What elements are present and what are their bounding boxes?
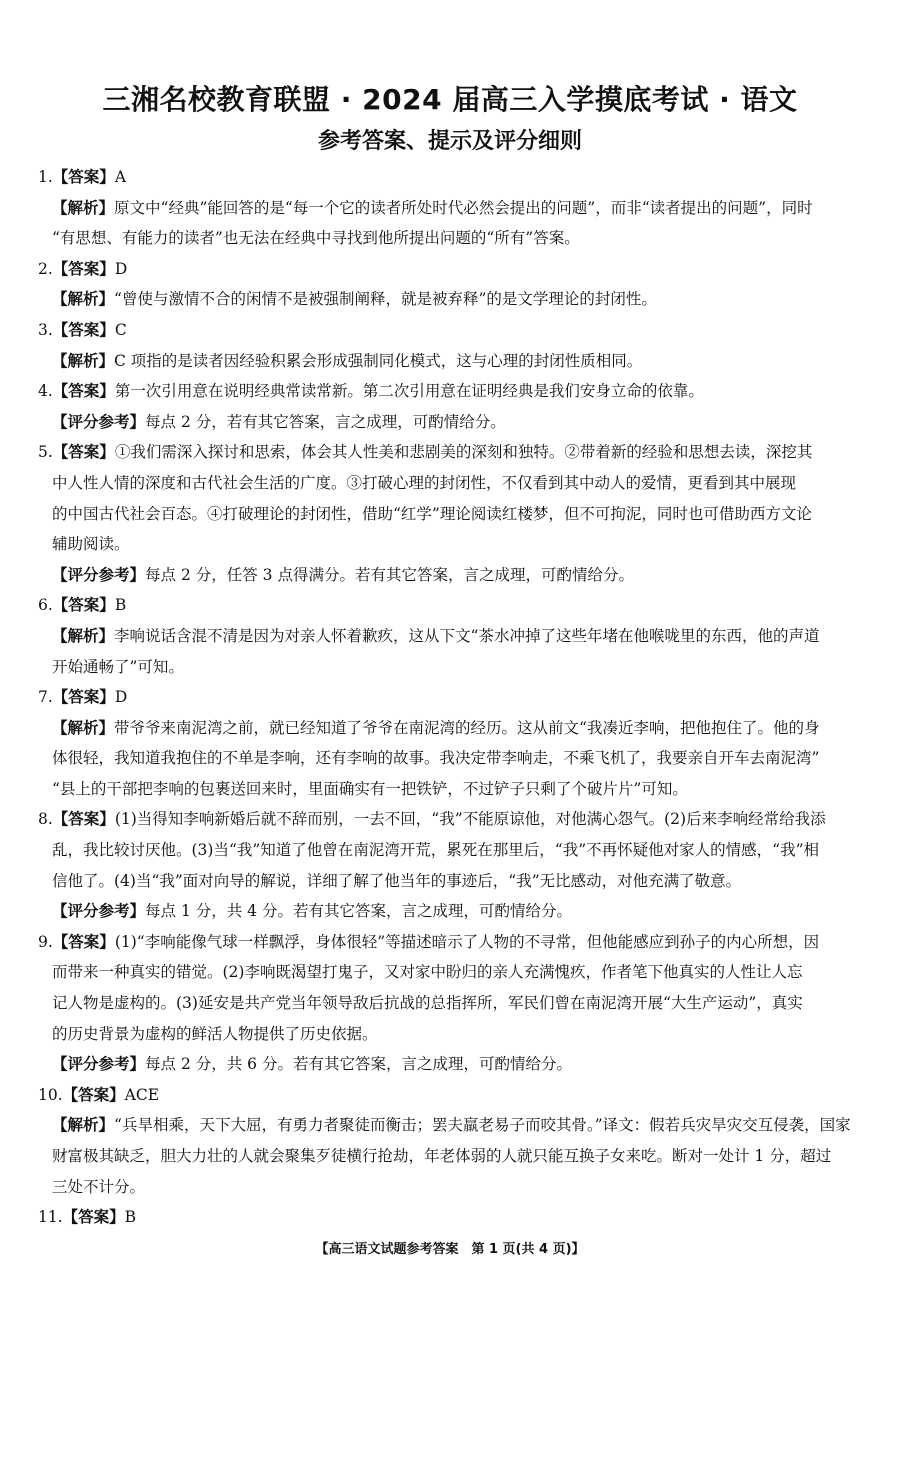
answer-tag: 【答案】 [62, 1208, 125, 1227]
answer-line-continued [38, 988, 862, 1019]
answer-text: 记人物是虚构的。(3)延安是共产党当年领导敌后抗战的总指挥所，军民们曾在南泥湾开展“大生产运动”，真实 [52, 994, 803, 1013]
answer-text: 的中国古代社会百态。④打破理论的封闭性，借助“红学”理论阅读红楼梦，但不可拘泥，同时也可借助西方文论 [52, 504, 812, 523]
analysis-text: 开始通畅了”可知。 [52, 657, 184, 676]
answer-text: C [114, 320, 127, 339]
answer-tag: 【答案】 [52, 688, 115, 707]
analysis-line [38, 193, 862, 224]
page-subtitle: 参考答案、提示及评分细则 [317, 129, 582, 154]
analysis-line-continued [38, 652, 862, 683]
question-number: 7. [38, 688, 53, 707]
scoring-tag: 【评分参考】 [52, 902, 146, 921]
analysis-line [38, 284, 862, 315]
answer-text: B [114, 596, 127, 615]
answer-text: 辅助阅读。 [52, 535, 130, 554]
analysis-line [38, 713, 862, 744]
analysis-line-continued [38, 1141, 862, 1172]
answer-line-continued [38, 866, 862, 897]
answer-line [38, 254, 862, 285]
scoring-tag: 【评分参考】 [52, 412, 146, 431]
analysis-text: 李响说话含混不清是因为对亲人怀着歉疚，这从下文“茶水冲掉了这些年堵在他喉咙里的东西，他的声道 [114, 626, 820, 645]
answer-line [38, 682, 862, 713]
scoring-line [38, 560, 862, 591]
analysis-line [38, 346, 862, 377]
analysis-tag: 【解析】 [52, 290, 115, 309]
question-number: 2. [38, 259, 53, 278]
analysis-line-continued [38, 223, 862, 254]
answer-line [38, 437, 862, 468]
answer-text: (1)当得知李响新婚后就不辞而别，一去不回，“我”不能原谅他，对他满心怨气。(2)后来李响经常给我添 [114, 810, 826, 829]
analysis-text: 带爷爷来南泥湾之前，就已经知道了爷爷在南泥湾的经历。这从前文“我凑近李响，把他抱住了。他的身 [114, 718, 820, 737]
analysis-tag: 【解析】 [52, 351, 115, 370]
answer-tag: 【答案】 [52, 382, 115, 401]
answer-line-continued [38, 835, 862, 866]
answer-list [38, 162, 862, 1233]
scoring-text: 每点 2 分，共 6 分。若有其它答案，言之成理，可酌情给分。 [145, 1055, 572, 1074]
scoring-line [38, 407, 862, 438]
answer-tag: 【答案】 [62, 1085, 125, 1104]
question-number: 8. [38, 810, 53, 829]
answer-text: (1)“李响能像气球一样飘浮，身体很轻”等描述暗示了人物的不寻常，但他能感应到孙子的内心所想，因 [114, 932, 820, 951]
answer-line [38, 1202, 862, 1233]
analysis-text: 体很轻，我知道我抱住的不单是李响，还有李响的故事。我决定带李响走，不乘飞机了，我要亲自开车去南泥湾” [52, 749, 820, 768]
answer-line-continued [38, 529, 862, 560]
analysis-text: “有思想、有能力的读者”也无法在经典中寻找到他所提出问题的“所有”答案。 [52, 229, 580, 248]
scoring-line [38, 896, 862, 927]
analysis-text: C 项指的是读者因经验积累会形成强制同化模式，这与心理的封闭性质相同。 [114, 351, 643, 370]
analysis-tag: 【解析】 [52, 198, 115, 217]
analysis-text: “县上的干部把李响的包裹送回来时，里面确实有一把铁铲，不过铲子只剩了个破片片”可知。 [52, 779, 688, 798]
question-number: 10. [38, 1085, 63, 1104]
scoring-text: 每点 1 分，共 4 分。若有其它答案，言之成理，可酌情给分。 [145, 902, 572, 921]
answer-line [38, 804, 862, 835]
answer-text: 而带来一种真实的错觉。(2)李响既渴望打鬼子，又对家中盼归的亲人充满愧疚，作者笔下他真实的人性让人忘 [52, 963, 803, 982]
analysis-line [38, 621, 862, 652]
answer-line [38, 1080, 862, 1111]
question-number: 4. [38, 382, 53, 401]
question-number: 11. [38, 1208, 63, 1227]
scoring-tag: 【评分参考】 [52, 565, 146, 584]
answer-tag: 【答案】 [52, 932, 115, 951]
analysis-tag: 【解析】 [52, 626, 115, 645]
analysis-text: 三处不计分。 [52, 1177, 146, 1196]
question-number: 5. [38, 443, 53, 462]
analysis-text: “曾使与激情不合的闲情不是被强制阐释，就是被弃释”的是文学理论的封闭性。 [114, 290, 657, 309]
scoring-text: 每点 2 分，若有其它答案，言之成理，可酌情给分。 [145, 412, 506, 431]
scoring-tag: 【评分参考】 [52, 1055, 146, 1074]
analysis-line-continued [38, 743, 862, 774]
answer-tag: 【答案】 [52, 810, 115, 829]
answer-text: B [124, 1208, 137, 1227]
analysis-text: 原文中“经典”能回答的是“每一个它的读者所处时代必然会提出的问题”，而非“读者提出的问题”，同时 [114, 198, 813, 217]
answer-text: 的历史背景为虚构的鲜活人物提供了历史依据。 [52, 1024, 378, 1043]
analysis-line-continued [38, 774, 862, 805]
answer-line [38, 927, 862, 958]
analysis-line-continued [38, 1172, 862, 1203]
answer-text: 信他了。(4)当“我”面对向导的解说，详细了解了他当年的事迹后，“我”无比感动，对他充满了敬意。 [52, 871, 742, 890]
answer-text: 中人性人情的深度和古代社会生活的广度。③打破心理的封闭性，不仅看到其中动人的爱情，更看到其中展现 [52, 473, 797, 492]
answer-text: 乱，我比较讨厌他。(3)当“我”知道了他曾在南泥湾开荒，累死在那里后，“我”不再怀疑他对家人的情感，“我”相 [52, 841, 820, 860]
answer-line-continued [38, 957, 862, 988]
analysis-tag: 【解析】 [52, 1116, 115, 1135]
answer-tag: 【答案】 [52, 443, 115, 462]
answer-line-continued [38, 468, 862, 499]
question-number: 6. [38, 596, 53, 615]
answer-text: D [114, 259, 128, 278]
analysis-text: “兵旱相乘，天下大屈，有勇力者聚徒而衡击；罢夫羸老易子而咬其骨。”译文：假若兵灾旱灾交互侵袭，国家 [114, 1116, 851, 1135]
answer-text: A [114, 168, 127, 186]
answer-text: 第一次引用意在说明经典常读常新。第二次引用意在证明经典是我们安身立命的依靠。 [114, 382, 704, 401]
answer-tag: 【答案】 [52, 259, 115, 278]
analysis-line [38, 1110, 862, 1141]
answer-tag: 【答案】 [52, 168, 115, 186]
scoring-line [38, 1049, 862, 1080]
scoring-text: 每点 2 分，任答 3 点得满分。若有其它答案，言之成理，可酌情给分。 [145, 565, 634, 584]
answer-line [38, 590, 862, 621]
answer-tag: 【答案】 [52, 596, 115, 615]
question-number: 1. [38, 168, 53, 186]
answer-line [38, 162, 862, 193]
answer-text: ACE [124, 1085, 160, 1104]
question-number: 9. [38, 932, 53, 951]
answer-tag: 【答案】 [52, 320, 115, 339]
analysis-text: 财富极其缺乏，胆大力壮的人就会聚集歹徒横行抢劫，年老体弱的人就只能互换子女来吃。断对一处计 1 分，超过 [52, 1147, 832, 1165]
answer-line [38, 315, 862, 346]
analysis-tag: 【解析】 [52, 718, 115, 737]
question-number: 3. [38, 320, 53, 339]
answer-line-continued [38, 1019, 862, 1050]
answer-text: D [114, 688, 128, 707]
answer-line [38, 376, 862, 407]
answer-line-continued [38, 499, 862, 530]
page-title: 三湘名校教育联盟 · 2024 届高三入学摸底考试 · 语文 [102, 83, 798, 116]
answer-text: ①我们需深入探讨和思索，体会其人性美和悲剧美的深刻和独特。②带着新的经验和思想去读，深挖其 [114, 443, 813, 462]
page-footer: 【高三语文试题参考答案 第 1 页(共 4 页)】 [315, 1242, 585, 1257]
